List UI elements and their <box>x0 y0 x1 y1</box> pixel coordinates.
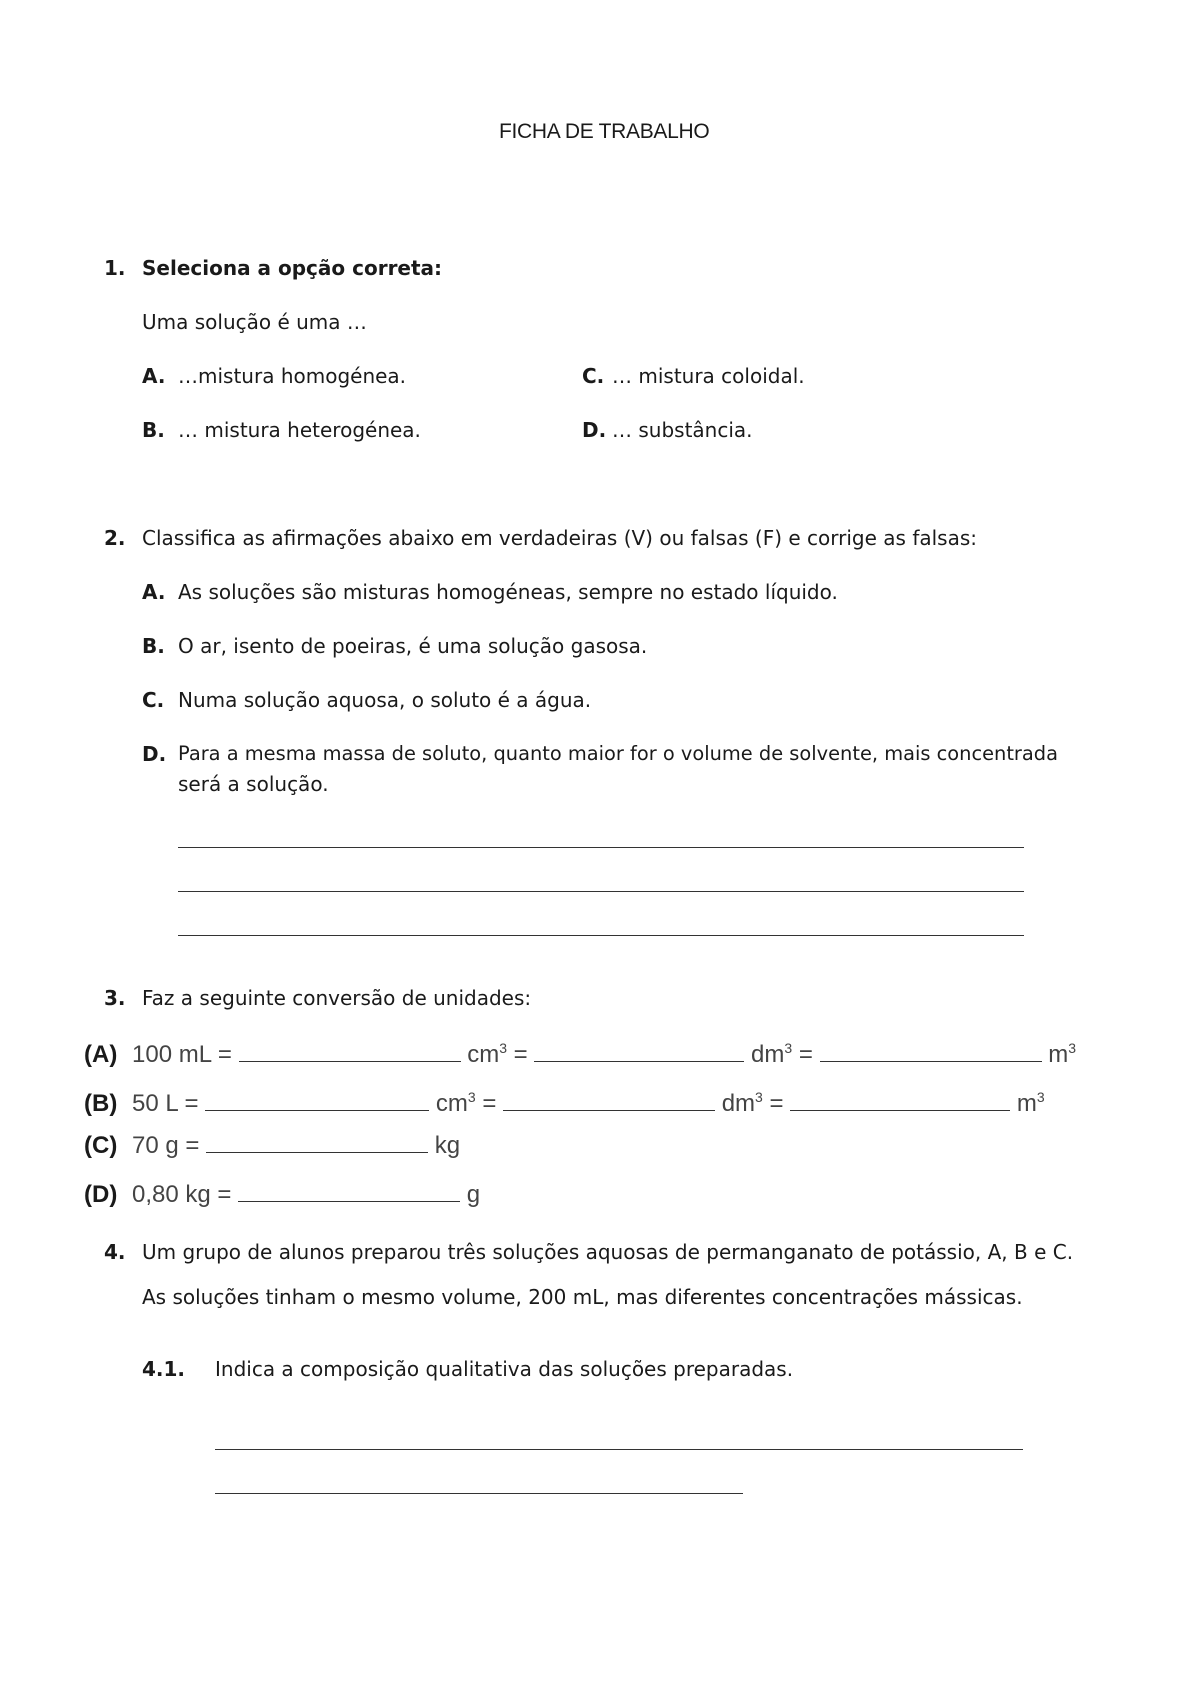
answer-blank[interactable] <box>790 1090 1010 1111</box>
answer-blank[interactable] <box>238 1181 460 1202</box>
unit-exponent: 3 <box>1068 1040 1076 1056</box>
answer-line[interactable] <box>215 1449 1023 1450</box>
conversion-row-b <box>84 1083 1045 1118</box>
unit-exponent: 3 <box>755 1089 763 1105</box>
q2-item-c-letter: C. <box>142 688 165 712</box>
q2-item-d-letter: D. <box>142 742 167 766</box>
answer-blank[interactable] <box>205 1090 429 1111</box>
conversion-row-c <box>84 1132 460 1160</box>
q2-item-d-text-continued: será a solução. <box>178 772 329 796</box>
q1-option-d-letter: D. <box>582 418 607 442</box>
unit-m: m <box>1048 1041 1069 1068</box>
answer-blank[interactable] <box>503 1090 715 1111</box>
answer-line[interactable] <box>178 891 1024 892</box>
equals-sign: = <box>513 1041 528 1068</box>
q1-option-b-text: … mistura heterogénea. <box>178 418 421 442</box>
q1-prompt: Seleciona a opção correta: <box>142 256 443 280</box>
unit-cm: cm <box>435 1090 468 1117</box>
unit-exponent: 3 <box>499 1040 507 1056</box>
q4-number: 4. <box>104 1240 126 1264</box>
row-label: (C) <box>84 1132 118 1159</box>
row-start: 50 L = <box>132 1090 199 1117</box>
q4-1-number: 4.1. <box>142 1357 186 1381</box>
unit-exponent: 3 <box>784 1040 793 1056</box>
unit-kg: kg <box>434 1132 461 1159</box>
q2-item-a-letter: A. <box>142 580 166 604</box>
q2-item-b-text: O ar, isento de poeiras, é uma solução gasosa. <box>178 634 648 658</box>
row-start: 70 g = <box>132 1132 200 1159</box>
answer-blank[interactable] <box>206 1132 428 1153</box>
q1-option-a-text: …mistura homogénea. <box>178 364 407 388</box>
q2-number: 2. <box>104 526 126 550</box>
unit-m: m <box>1016 1090 1037 1117</box>
q2-item-a-text: As soluções são misturas homogéneas, sempre no estado líquido. <box>178 580 838 604</box>
equals-sign: = <box>482 1090 497 1117</box>
unit-exponent: 3 <box>1036 1089 1045 1105</box>
q2-prompt: Classifica as afirmações abaixo em verdadeiras (V) ou falsas (F) e corrige as falsas: <box>142 526 977 550</box>
unit-exponent: 3 <box>467 1089 476 1105</box>
answer-line[interactable] <box>178 935 1024 936</box>
answer-blank[interactable] <box>534 1041 744 1062</box>
row-label: (A) <box>84 1041 118 1068</box>
row-start: 0,80 kg = <box>132 1181 232 1208</box>
answer-line[interactable] <box>215 1493 743 1494</box>
q2-item-d-text: Para a mesma massa de soluto, quanto maior for o volume de solvente, mais concentrada <box>178 742 1058 765</box>
q4-text-line2: As soluções tinham o mesmo volume, 200 mL, mas diferentes concentrações mássicas. <box>142 1285 1023 1309</box>
unit-cm: cm <box>467 1041 500 1068</box>
page-title: FICHA DE TRABALHO <box>499 120 710 143</box>
unit-g: g <box>466 1181 481 1208</box>
row-label: (D) <box>84 1181 118 1208</box>
conversion-row-d <box>84 1181 480 1209</box>
q1-stem: Uma solução é uma … <box>142 310 367 334</box>
q3-prompt: Faz a seguinte conversão de unidades: <box>142 986 532 1010</box>
row-start: 100 mL = <box>132 1041 232 1068</box>
conversion-row-a <box>84 1034 1076 1069</box>
q1-option-a-letter: A. <box>142 364 166 388</box>
equals-sign: = <box>769 1090 784 1117</box>
unit-dm: dm <box>751 1041 785 1068</box>
q4-1-text: Indica a composição qualitativa das soluções preparadas. <box>215 1357 794 1381</box>
q1-option-c-letter: C. <box>582 364 605 388</box>
q2-item-b-letter: B. <box>142 634 165 658</box>
q1-number: 1. <box>104 256 126 280</box>
unit-dm: dm <box>721 1090 756 1117</box>
q2-item-c-text: Numa solução aquosa, o soluto é a água. <box>178 688 592 712</box>
answer-blank[interactable] <box>820 1041 1042 1062</box>
q3-number: 3. <box>104 986 126 1010</box>
row-label: (B) <box>84 1090 118 1117</box>
answer-blank[interactable] <box>239 1041 461 1062</box>
q1-option-d-text: … substância. <box>612 418 753 442</box>
answer-line[interactable] <box>178 847 1024 848</box>
q1-option-c-text: … mistura coloidal. <box>612 364 805 388</box>
q1-option-b-letter: B. <box>142 418 165 442</box>
equals-sign: = <box>798 1041 813 1068</box>
q4-text-line1: Um grupo de alunos preparou três soluções aquosas de permanganato de potássio, A, B e C. <box>142 1240 1074 1264</box>
